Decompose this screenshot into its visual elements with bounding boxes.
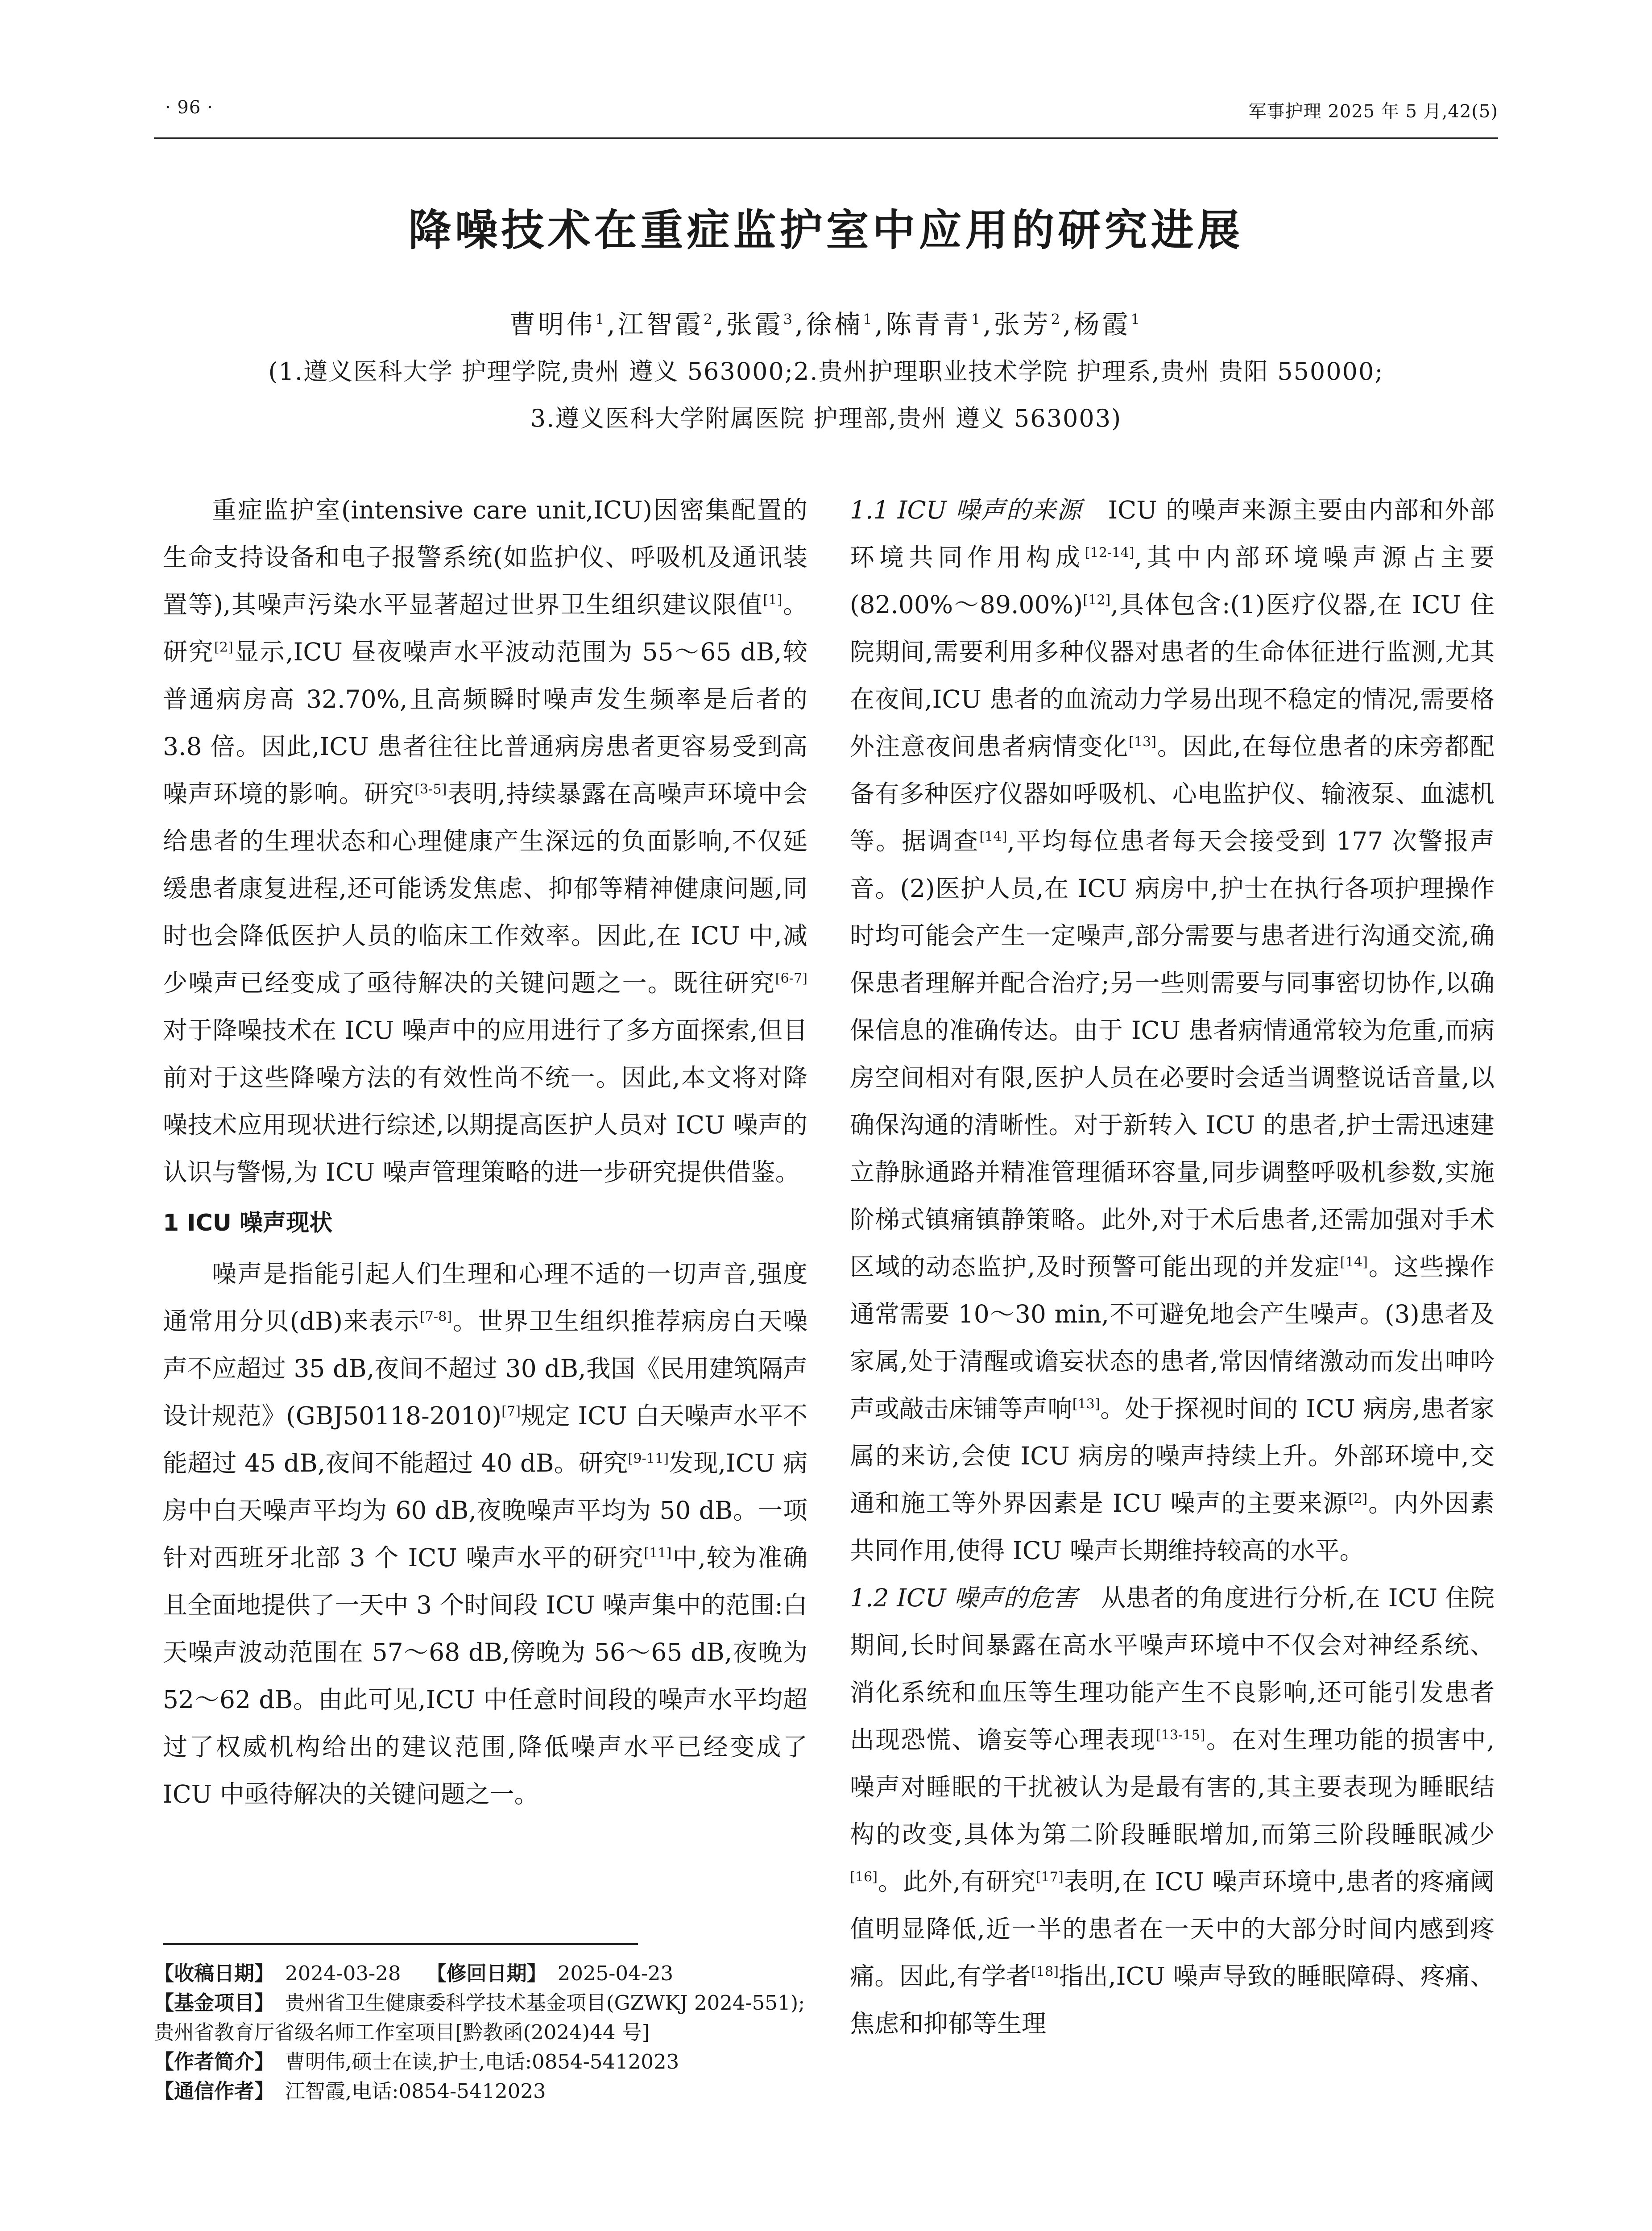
footnote-label: 【修回日期】 <box>426 1961 547 1985</box>
citation[interactable]: [14] <box>1340 1254 1368 1270</box>
affiliation-line: 3.遵义医科大学附属医院 护理部,贵州 遵义 563003) <box>530 404 1122 432</box>
author-affiliation-mark: 2 <box>1051 311 1063 328</box>
footnote-label: 【收稿日期】 <box>154 1961 275 1985</box>
citation[interactable]: [14] <box>979 829 1007 845</box>
right-column <box>850 486 1495 2047</box>
footnote-label: 【通信作者】 <box>154 2079 275 2103</box>
citation[interactable]: [13] <box>1072 1396 1100 1412</box>
citation[interactable]: [9-11] <box>628 1451 669 1467</box>
journal-info: 军事护理 2025 年 5 月,42(5) <box>1248 101 1498 122</box>
citation[interactable]: [1] <box>763 592 783 608</box>
citation[interactable]: [2] <box>1348 1491 1368 1507</box>
page-number: · 96 · <box>165 97 213 118</box>
author-name: 曹明伟 <box>509 309 596 340</box>
citation[interactable]: [13-15] <box>1155 1727 1205 1743</box>
citation[interactable]: [17] <box>1035 1869 1064 1885</box>
footnote-rule <box>163 1943 638 1945</box>
citation[interactable]: [16] <box>850 1869 878 1885</box>
citation[interactable]: [13] <box>1128 734 1157 750</box>
citation[interactable]: [18] <box>1031 1964 1059 1980</box>
author-affiliation-mark: 3 <box>783 311 795 328</box>
paper-title: 降噪技术在重症监护室中应用的研究进展 <box>408 205 1244 255</box>
citation[interactable]: [12] <box>1083 592 1111 608</box>
affiliation-line: (1.遵义医科大学 护理学院,贵州 遵义 563000;2.贵州护理职业技术学院 护理系,贵州 贵阳 550000; <box>268 357 1384 386</box>
subsection-1-2-paragraph: 1.2 ICU 噪声的危害 从患者的角度进行分析,在 ICU 住院期间,长时间暴露在高水平噪声环境中不仅会对神经系统、消化系统和血压等生理功能产生不良影响,还可能引发患者出现恐慌、谵妄等心理表现[13-15]。在对生理功能的损害中,噪声对睡眠的干扰被认为是最有害的,其主要表现为睡眠结构的改变,具体为第二阶段睡眠增加,而第三阶段睡眠减少[16]。此外,有研究[17]表明,在 ICU 噪声环境中,患者的疼痛阈值明显降低,近一半的患者在一天中的大部分时间内感到疼痛。因此,有学者[18]指出,ICU 噪声导致的睡眠障碍、疼痛、焦虑和抑郁等生理 <box>850 1584 1495 2038</box>
citation[interactable]: [3-5] <box>414 781 447 797</box>
header-rule <box>154 137 1498 139</box>
author-name: 张芳 <box>994 309 1051 340</box>
citation[interactable]: [12-14] <box>1085 545 1134 561</box>
footnote-block <box>154 1959 810 2106</box>
subsection-1-1-paragraph: 1.1 ICU 噪声的来源 ICU 的噪声来源主要由内部和外部环境共同作用构成[12-14],其中内部环境噪声源占主要(82.00%～89.00%)[12],具体包含:(1)医疗仪器,在 ICU 住院期间,需要利用多种仪器对患者的生命体征进行监测,尤其在夜间,ICU 患者的血流动力学易出现不稳定的情况,需要格外注意夜间患者病情变化[13]。因此,在每位患者的床旁都配备有多种医疗仪器如呼吸机、心电监护仪、输液泵、血滤机等。据调查[14],平均每位患者每天会接受到 177 次警报声音。(2)医护人员,在 ICU 病房中,护士在执行各项护理操作时均可能会产生一定噪声,部分需要与患者进行沟通交流,确保患者理解并配合治疗;另一些则需要与同事密切协作,以确保信息的准确传达。由于 ICU 患者病情通常较为危重,而病房空间相对有限,医护人员在必要时会适当调整说话音量,以确保沟通的清晰性。对于新转入 ICU 的患者,护士需迅速建立静脉通路并精准管理循环容量,同步调整呼吸机参数,实施阶梯式镇痛镇静策略。此外,对于术后患者,还需加强对手术区域的动态监护,及时预警可能出现的并发症[14]。这些操作通常需要 10～30 min,不可避免地会产生噪声。(3)患者及家属,处于清醒或谵妄状态的患者,常因情绪激动而发出呻吟声或敲击床铺等声响[13]。处于探视时间的 ICU 病房,患者家属的来访,会使 ICU 病房的噪声持续上升。外部环境中,交通和施工等外界因素是 ICU 噪声的主要来源[2]。内外因素共同作用,使得 ICU 噪声长期维持较高的水平。 <box>850 496 1495 1565</box>
revised-date: 2025-04-23 <box>557 1961 674 1985</box>
footnote-label: 【基金项目】 <box>154 1991 275 2015</box>
author-list: 曹明伟$^1$,江智霞$^2$,张霞$^3$,徐楠$^1$,陈青青$^1$,张芳$^2$,杨霞$^1$ <box>509 309 1143 340</box>
author-affiliation-mark: 1 <box>863 311 875 328</box>
section-heading: 1 ICU 噪声现状 <box>163 1210 333 1236</box>
citation[interactable]: [2] <box>214 639 233 655</box>
received-date: 2024-03-28 <box>285 1961 401 1985</box>
author-name: 杨霞 <box>1073 309 1131 340</box>
subsection-heading: 1.2 ICU 噪声的危害 <box>850 1584 1077 1612</box>
left-column <box>163 486 807 1818</box>
author-name: 张霞 <box>726 309 783 340</box>
section1-paragraph: 噪声是指能引起人们生理和心理不适的一切声音,强度通常用分贝(dB)来表示[7-8]。世界卫生组织推荐病房白天噪声不应超过 35 dB,夜间不超过 30 dB,我国《民用建筑隔声设计规范》(GBJ50118-2010)[7]规定 ICU 白天噪声水平不能超过 45 dB,夜间不能超过 40 dB。研究[9-11]发现,ICU 病房中白天噪声平均为 60 dB,夜晚噪声平均为 50 dB。一项针对西班牙北部 3 个 ICU 噪声水平的研究[11]中,较为准确且全面地提供了一天中 3 个时间段 ICU 噪声集中的范围:白天噪声波动范围在 57～68 dB,傍晚为 56～65 dB,夜晚为 52～62 dB。由此可见,ICU 中任意时间段的噪声水平均超过了权威机构给出的建议范围,降低噪声水平已经变成了 ICU 中亟待解决的关键问题之一。 <box>163 1260 807 1808</box>
author-affiliation-mark: 2 <box>703 311 716 328</box>
author-name: 徐楠 <box>806 309 863 340</box>
citation[interactable]: [11] <box>644 1545 672 1561</box>
author-affiliation-mark: 1 <box>595 311 607 328</box>
author-bio: 曹明伟,硕士在读,护士,电话:0854-5412023 <box>285 2050 679 2073</box>
intro-paragraph: 重症监护室(intensive care unit,ICU)因密集配置的生命支持设备和电子报警系统(如监护仪、呼吸机及通讯装置等),其噪声污染水平显著超过世界卫生组织建议限值[1]。研究[2]显示,ICU 昼夜噪声水平波动范围为 55～65 dB,较普通病房高 32.70%,且高频瞬时噪声发生频率是后者的 3.8 倍。因此,ICU 患者往往比普通病房患者更容易受到高噪声环境的影响。研究[3-5]表明,持续暴露在高噪声环境中会给患者的生理状态和心理健康产生深远的负面影响,不仅延缓患者康复进程,还可能诱发焦虑、抑郁等精神健康问题,同时也会降低医护人员的临床工作效率。因此,在 ICU 中,减少噪声已经变成了亟待解决的关键问题之一。既往研究[6-7]对于降噪技术在 ICU 噪声中的应用进行了多方面探索,但目前对于这些降噪方法的有效性尚不统一。因此,本文将对降噪技术应用现状进行综述,以期提高医护人员对 ICU 噪声的认识与警惕,为 ICU 噪声管理策略的进一步研究提供借鉴。 <box>163 496 807 1186</box>
citation[interactable]: [7] <box>501 1403 521 1419</box>
citation[interactable]: [6-7] <box>775 970 807 987</box>
fund-info: 贵州省卫生健康委科学技术基金项目(GZWKJ 2024-551);贵州省教育厅省级名师工作室项目[黔教函(2024)44 号] <box>154 1991 805 2044</box>
corresponding-author: 江智霞,电话:0854-5412023 <box>285 2079 546 2103</box>
author-affiliation-mark: 1 <box>971 311 983 328</box>
citation[interactable]: [7-8] <box>419 1309 452 1325</box>
author-name: 江智霞 <box>617 309 704 340</box>
author-name: 陈青青 <box>886 309 972 340</box>
footnote-label: 【作者简介】 <box>154 2050 275 2073</box>
subsection-heading: 1.1 ICU 噪声的来源 <box>850 496 1082 524</box>
author-affiliation-mark: 1 <box>1130 311 1143 328</box>
